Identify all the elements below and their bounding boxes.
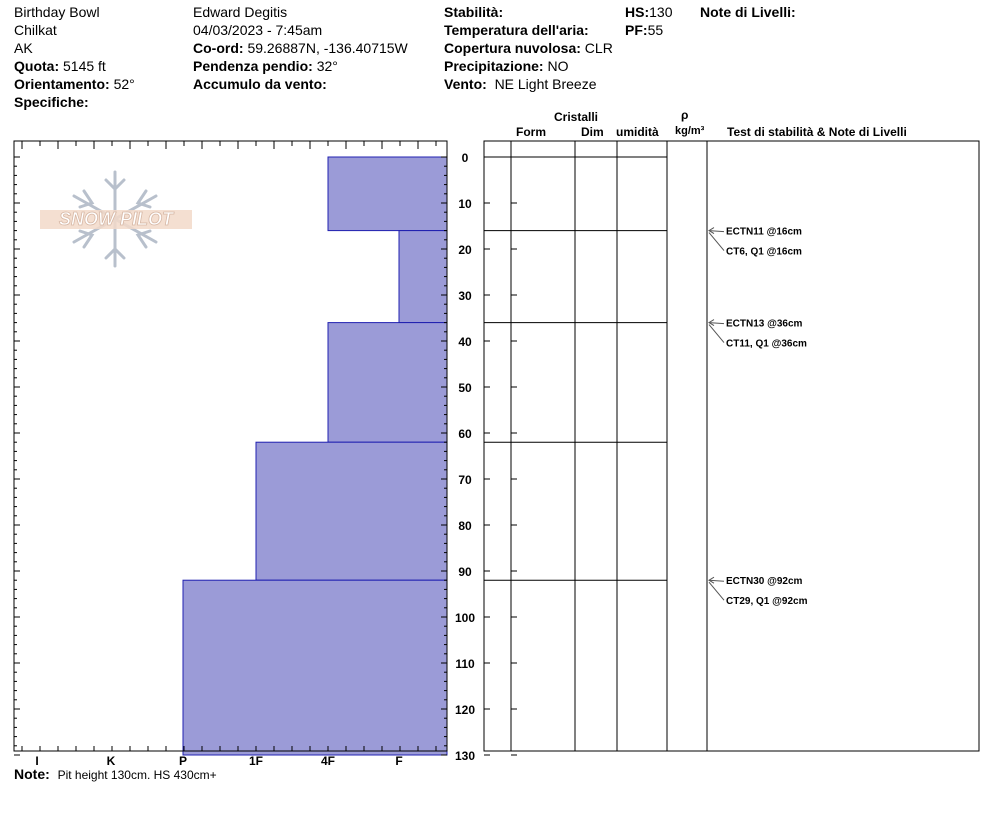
- depth-label: 100: [454, 611, 476, 625]
- footer-note: [14, 765, 217, 784]
- hardness-label: F: [395, 754, 403, 768]
- hardness-bar: [399, 231, 447, 323]
- precip-label: Precipitazione:: [444, 58, 544, 74]
- snowpilot-logo: [40, 172, 192, 266]
- quota-value: 5145 ft: [63, 58, 106, 74]
- note-livelli-label: Note di Livelli:: [700, 4, 796, 20]
- hs-label: HS:: [625, 4, 650, 20]
- quota-label: Quota:: [14, 58, 60, 74]
- accumulo-label: Accumulo da vento:: [193, 76, 327, 92]
- vento-value: NE Light Breeze: [494, 76, 597, 92]
- stability-test-label: CT29, Q1 @92cm: [726, 596, 808, 608]
- mountain-range: Chilkat: [14, 22, 57, 38]
- pf-value: 55: [647, 22, 664, 38]
- depth-label: 80: [458, 519, 472, 533]
- datetime: 04/03/2023 - 7:45am: [193, 22, 323, 38]
- col-dim: Dim: [581, 125, 604, 139]
- stability-test-label: CT6, Q1 @16cm: [726, 246, 802, 258]
- hs-value: 130: [649, 4, 673, 20]
- depth-label: 0: [461, 151, 469, 165]
- col-form: Form: [516, 125, 546, 139]
- copertura-value: CLR: [584, 40, 613, 56]
- col-umidita: umidità: [616, 125, 659, 139]
- hardness-bar: [256, 442, 447, 580]
- depth-label: 110: [455, 657, 475, 671]
- hardness-label: P: [178, 754, 188, 768]
- stability-test-label: ECTN13 @36cm: [726, 318, 803, 330]
- col-cristalli: Cristalli: [554, 110, 599, 124]
- hardness-bar: [328, 323, 447, 443]
- stability-test-label: ECTN11 @16cm: [726, 226, 802, 238]
- depth-label: 120: [454, 703, 476, 717]
- pf-label: PF:: [625, 22, 648, 38]
- observer: Edward Degitis: [193, 4, 288, 20]
- hardness-label: I: [35, 754, 39, 768]
- stability-test-label: CT11, Q1 @36cm: [726, 338, 807, 350]
- copertura-label: Copertura nuvolosa:: [444, 40, 581, 56]
- col-rho: ρ: [681, 108, 689, 122]
- logo-text: SNOW PILOT: [59, 209, 173, 229]
- depth-label: 90: [458, 565, 472, 579]
- orient-value: 52°: [113, 76, 135, 92]
- depth-label: 60: [458, 427, 472, 441]
- depth-label: 30: [458, 289, 472, 303]
- hardness-label: 4F: [320, 754, 336, 768]
- orient-label: Orientamento:: [14, 76, 110, 92]
- depth-label: 50: [458, 381, 472, 395]
- state: AK: [14, 40, 33, 56]
- precip-value: NO: [547, 58, 569, 74]
- coord-label: Co-ord:: [193, 40, 244, 56]
- test-pointer: [709, 582, 724, 600]
- note-label: Note:: [14, 766, 50, 782]
- hardness-bar: [328, 157, 447, 231]
- temp-label: Temperatura dell'aria:: [444, 22, 589, 38]
- test-pointer: [709, 325, 724, 343]
- stabilita-label: Stabilità:: [444, 4, 504, 20]
- depth-label: 130: [454, 749, 476, 763]
- col-density-unit: kg/m³: [675, 125, 705, 137]
- pendenza-value: 32°: [316, 58, 338, 74]
- specifiche-label: Specifiche:: [14, 94, 89, 110]
- stability-test-label: ECTN30 @92cm: [726, 576, 803, 588]
- depth-label: 20: [458, 243, 472, 257]
- hardness-label: 1F: [248, 754, 264, 768]
- depth-label: 40: [458, 335, 472, 349]
- hardness-label: K: [106, 754, 116, 768]
- pendenza-label: Pendenza pendio:: [193, 58, 313, 74]
- depth-label: 10: [458, 197, 472, 211]
- depth-label: 70: [458, 473, 472, 487]
- col-tests-notes: Test di stabilità & Note di Livelli: [727, 125, 907, 139]
- coord-value: 59.26887N, -136.40715W: [247, 40, 408, 56]
- vento-label: Vento:: [444, 76, 487, 92]
- location-name: Birthday Bowl: [14, 4, 100, 20]
- hardness-bar: [183, 580, 447, 755]
- note-text: Pit height 130cm. HS 430cm+: [57, 768, 217, 782]
- test-pointer: [709, 233, 724, 251]
